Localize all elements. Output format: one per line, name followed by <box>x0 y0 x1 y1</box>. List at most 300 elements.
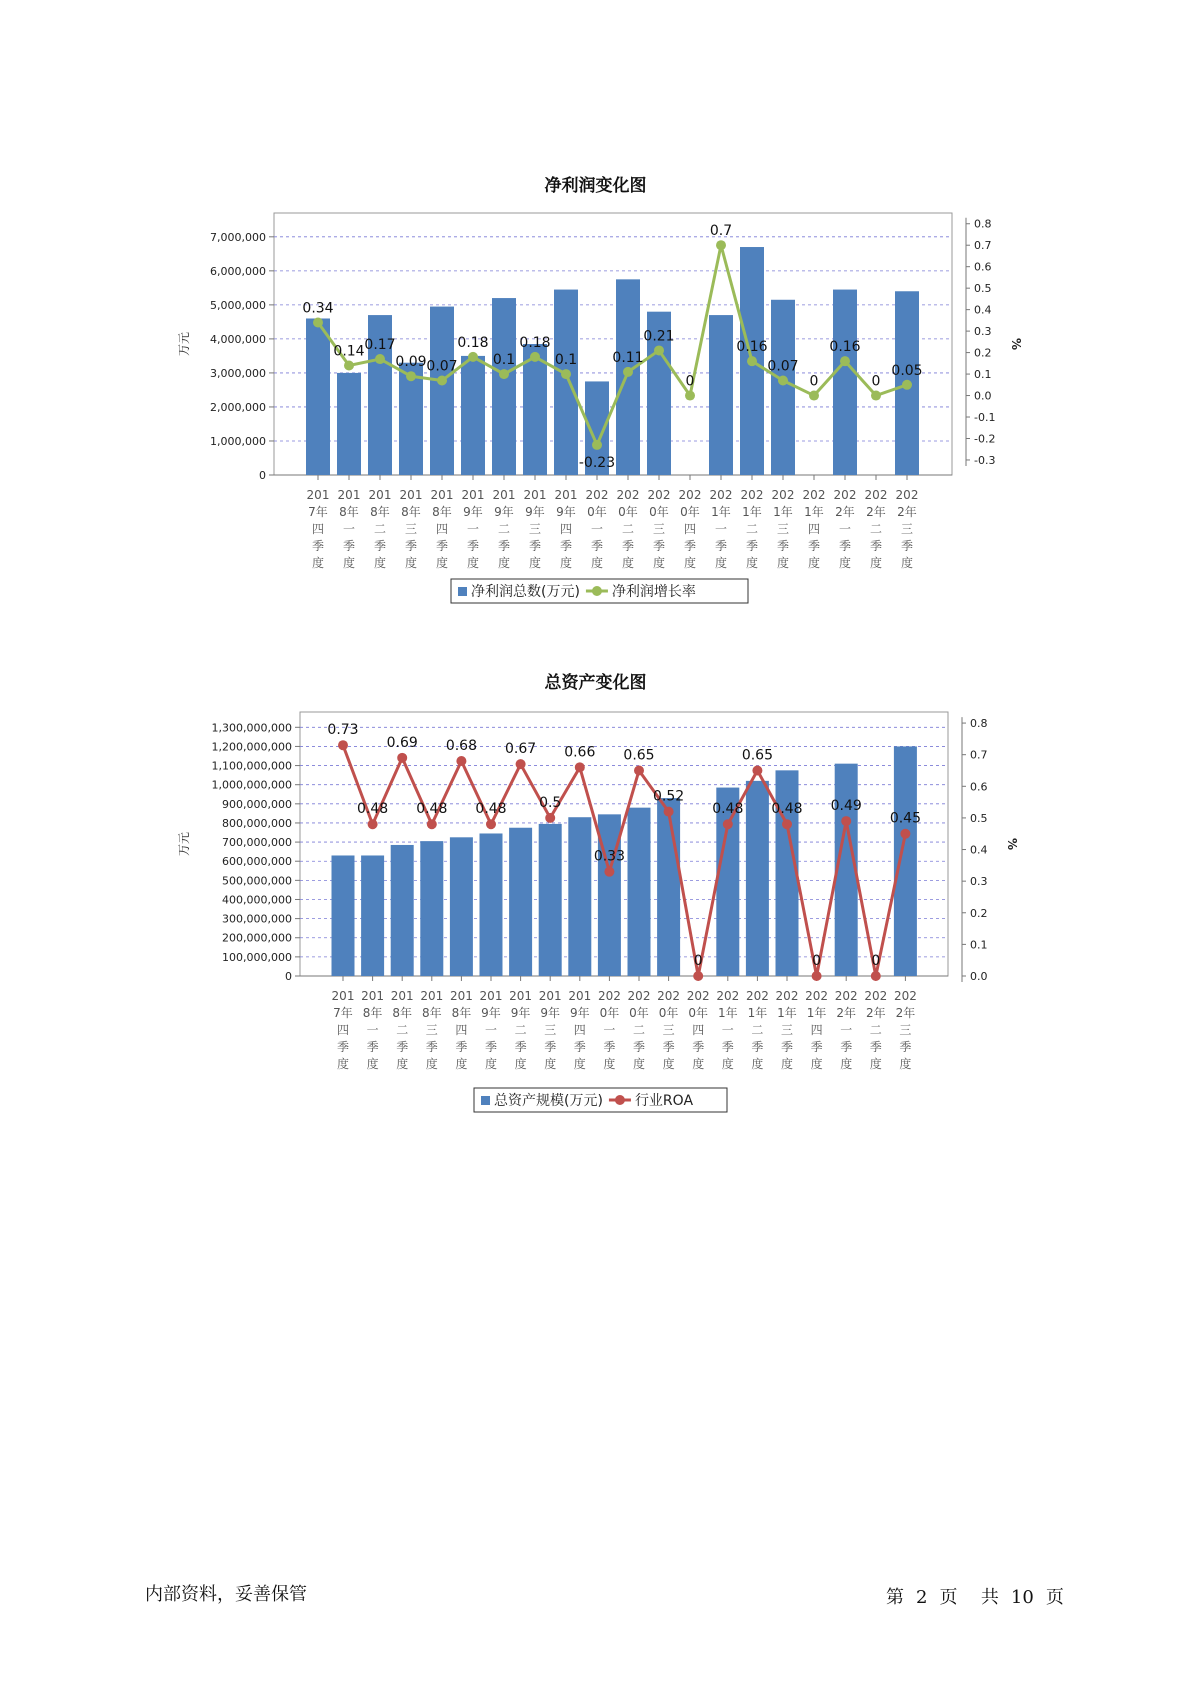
footer-page-info <box>880 1583 1070 1609</box>
x-tick-label: 季 <box>342 539 356 553</box>
x-tick-label: 202 <box>805 989 829 1003</box>
x-tick-label: 度 <box>632 1057 646 1071</box>
x-tick-label: 季 <box>311 539 325 553</box>
x-tick-label: 季 <box>621 539 635 553</box>
data-label: 0 <box>809 373 819 390</box>
left-tick-label: 1,100,000,000 <box>211 759 292 773</box>
x-tick-label: 季 <box>455 1040 468 1054</box>
bar <box>568 817 591 976</box>
x-tick-label: 三 <box>425 1023 438 1037</box>
x-tick-label: 度 <box>466 556 480 570</box>
legend-line-label: 行业ROA <box>634 1093 694 1109</box>
x-tick-label: 四 <box>683 522 697 536</box>
x-tick-label: 2年 <box>866 505 886 519</box>
x-tick-label: 度 <box>776 556 790 570</box>
x-tick-label: 季 <box>514 1040 527 1054</box>
left-tick-label: 7,000,000 <box>210 230 266 244</box>
x-tick-label: 季 <box>466 539 480 553</box>
bar <box>657 798 680 976</box>
x-tick-label: 201 <box>492 488 516 502</box>
data-label: 0.21 <box>643 328 675 345</box>
left-tick-label: 200,000,000 <box>222 931 292 945</box>
x-tick-label: 季 <box>366 1040 379 1054</box>
data-label: 0.18 <box>519 334 551 351</box>
x-tick-label: 201 <box>430 488 454 502</box>
x-tick-label: 度 <box>404 556 418 570</box>
x-tick-label: 201 <box>449 989 473 1003</box>
line-point <box>592 440 602 450</box>
x-tick-label: 201 <box>306 488 330 502</box>
x-tick-label: 8年 <box>362 1006 383 1020</box>
right-tick-label: 0.6 <box>970 780 988 794</box>
right-tick-label: 0.2 <box>974 346 992 360</box>
x-tick-label: 1年 <box>717 1006 738 1020</box>
bar <box>332 855 355 976</box>
right-tick-label: -0.2 <box>974 432 996 446</box>
x-tick-label: 202 <box>895 488 919 502</box>
x-tick-label: 201 <box>523 488 547 502</box>
x-tick-label: 季 <box>810 1040 823 1054</box>
line-point <box>427 819 437 829</box>
bar <box>539 824 562 976</box>
x-tick-label: 四 <box>807 522 821 536</box>
data-label: 0.48 <box>357 801 389 818</box>
x-tick-label: 1年 <box>711 505 731 519</box>
line-point <box>456 756 466 766</box>
x-tick-label: 季 <box>396 1040 409 1054</box>
x-tick-label: 202 <box>597 989 621 1003</box>
x-tick-label: 度 <box>751 1057 764 1071</box>
legend-bar-swatch <box>458 587 467 596</box>
line-point <box>344 360 354 370</box>
x-tick-label: 202 <box>657 989 681 1003</box>
x-tick-label: 一 <box>721 1023 734 1037</box>
line-point <box>685 391 695 401</box>
x-tick-label: 度 <box>484 1057 498 1071</box>
chart-1-title: 净利润变化图 <box>544 176 647 196</box>
line-point <box>654 345 664 355</box>
x-tick-label: 8年 <box>392 1006 413 1020</box>
bar <box>450 837 473 976</box>
x-tick-label: 二 <box>869 1023 882 1037</box>
legend-line-marker <box>615 1095 625 1105</box>
total-unit: 页 <box>1045 1587 1064 1608</box>
x-tick-label: 一 <box>838 522 852 536</box>
line-point <box>406 371 416 381</box>
right-tick-label: 0.1 <box>970 938 988 952</box>
x-tick-label: 1年 <box>742 505 762 519</box>
x-tick-label: 202 <box>716 989 740 1003</box>
left-tick-label: 1,200,000,000 <box>211 740 292 754</box>
data-label: 0.49 <box>830 798 862 815</box>
x-tick-label: 度 <box>714 556 728 570</box>
data-label: 0 <box>812 953 822 969</box>
x-tick-label: 四 <box>336 1023 350 1037</box>
net-profit-chart-svg <box>0 195 1191 615</box>
data-label: 0.1 <box>492 352 516 369</box>
line-point <box>338 740 348 750</box>
data-label: 0.48 <box>416 801 448 818</box>
x-tick-label: 7年 <box>333 1006 353 1020</box>
page-number: 2 <box>916 1587 928 1608</box>
x-tick-label: 202 <box>627 989 651 1003</box>
bar <box>492 298 516 475</box>
left-tick-label: 4,000,000 <box>210 332 266 346</box>
left-tick-label: 600,000,000 <box>222 855 292 869</box>
x-tick-label: 度 <box>342 556 356 570</box>
left-axis-title: 万元 <box>177 331 191 357</box>
total-prefix: 共 <box>980 1587 999 1608</box>
x-tick-label: 季 <box>404 539 418 553</box>
bar <box>616 279 640 475</box>
right-tick-label: 0.0 <box>970 970 988 983</box>
left-tick-label: 500,000,000 <box>222 874 292 888</box>
line-point <box>499 369 509 379</box>
line-point <box>545 813 555 823</box>
x-tick-label: 度 <box>603 1057 616 1071</box>
x-tick-label: 0年 <box>680 505 700 519</box>
bar <box>509 828 532 976</box>
x-tick-label: 度 <box>559 556 573 570</box>
x-tick-label: 季 <box>435 539 449 553</box>
x-tick-label: 2年 <box>897 505 917 519</box>
line-point <box>397 753 407 763</box>
line-point <box>902 380 912 390</box>
x-tick-label: 二 <box>751 1023 764 1037</box>
left-axis-title: 万元 <box>177 831 191 857</box>
x-tick-label: 9年 <box>569 1006 590 1020</box>
x-tick-label: 201 <box>538 989 562 1003</box>
line-point <box>575 762 585 772</box>
x-tick-label: 0年 <box>618 505 638 519</box>
x-tick-label: 一 <box>840 1023 853 1037</box>
x-tick-label: 度 <box>780 1057 794 1071</box>
line-point <box>634 765 644 775</box>
x-tick-label: 一 <box>590 522 604 536</box>
data-label: 0.48 <box>712 801 744 818</box>
x-tick-label: 9年 <box>481 1006 501 1020</box>
left-tick-label: 1,300,000,000 <box>211 721 292 735</box>
data-label: 0.52 <box>653 788 685 805</box>
legend-line-label: 净利润增长率 <box>611 584 696 600</box>
x-tick-label: 9年 <box>510 1006 531 1020</box>
data-label: 0.66 <box>564 744 596 761</box>
x-tick-label: 8年 <box>339 505 359 519</box>
x-tick-label: 度 <box>311 556 325 570</box>
x-tick-label: 201 <box>420 989 444 1003</box>
right-tick-label: 0.7 <box>970 748 988 762</box>
x-tick-label: 0年 <box>629 1006 649 1020</box>
line-point <box>809 391 819 401</box>
x-tick-label: 201 <box>568 989 592 1003</box>
x-tick-label: 二 <box>621 522 635 536</box>
x-tick-label: 度 <box>662 1057 675 1071</box>
x-tick-label: 三 <box>899 1023 912 1037</box>
x-tick-label: 1年 <box>806 1006 827 1020</box>
x-tick-label: 度 <box>425 1057 438 1071</box>
data-label: 0.5 <box>539 794 562 811</box>
x-tick-label: 2年 <box>895 1006 916 1020</box>
x-tick-label: 201 <box>554 488 578 502</box>
x-tick-label: 度 <box>621 556 635 570</box>
x-tick-label: 季 <box>497 539 511 553</box>
left-tick-label: 700,000,000 <box>222 836 292 850</box>
bar <box>480 833 503 976</box>
x-tick-label: 度 <box>455 1057 468 1071</box>
x-tick-label: 9年 <box>556 505 576 519</box>
x-tick-label: 三 <box>544 1023 557 1037</box>
data-label: 0.65 <box>623 747 655 764</box>
x-tick-label: 9年 <box>525 505 545 519</box>
x-tick-label: 度 <box>590 556 604 570</box>
bar <box>523 344 547 475</box>
x-tick-label: 度 <box>869 556 883 570</box>
x-tick-label: 一 <box>714 522 728 536</box>
x-tick-label: 9年 <box>494 505 514 519</box>
x-tick-label: 度 <box>528 556 542 570</box>
data-label: 0.17 <box>364 337 396 354</box>
x-tick-label: 二 <box>514 1023 527 1037</box>
data-label: -0.23 <box>578 454 616 471</box>
left-tick-label: 400,000,000 <box>222 893 292 907</box>
line-point <box>752 765 762 775</box>
x-tick-label: 二 <box>396 1023 409 1037</box>
right-axis-title: % <box>1005 837 1019 851</box>
data-label: 0.69 <box>386 734 418 751</box>
x-tick-label: 202 <box>771 488 795 502</box>
x-tick-label: 度 <box>869 1057 882 1071</box>
x-tick-label: 度 <box>652 556 666 570</box>
bar <box>709 315 733 475</box>
data-label: 0.09 <box>395 354 427 371</box>
x-tick-label: 季 <box>425 1040 438 1054</box>
right-tick-label: 0.7 <box>974 239 992 253</box>
data-label: 0.14 <box>333 343 365 360</box>
x-tick-label: 三 <box>528 522 542 536</box>
x-tick-label: 季 <box>714 539 728 553</box>
x-tick-label: 四 <box>559 522 573 536</box>
bar <box>894 746 917 976</box>
total-assets-chart <box>0 690 1191 1120</box>
line-point <box>561 369 571 379</box>
right-tick-label: 0.6 <box>974 260 992 274</box>
x-tick-label: 季 <box>590 539 604 553</box>
data-label: 0.7 <box>709 223 733 240</box>
bar <box>746 781 769 976</box>
x-tick-label: 度 <box>899 1057 912 1071</box>
x-tick-label: 季 <box>721 1040 734 1054</box>
bar <box>628 808 651 976</box>
line-point <box>723 819 733 829</box>
bar <box>337 373 361 475</box>
right-tick-label: 0.5 <box>974 282 992 296</box>
bar <box>420 841 443 976</box>
x-tick-label: 季 <box>900 539 914 553</box>
left-tick-label: 2,000,000 <box>210 400 266 414</box>
left-tick-label: 800,000,000 <box>222 816 292 830</box>
x-tick-label: 2年 <box>865 1006 886 1020</box>
left-tick-label: 1,000,000 <box>210 434 266 448</box>
legend-bar-label: 净利润总数(万元) <box>471 584 580 600</box>
x-tick-label: 1年 <box>777 1006 797 1020</box>
x-tick-label: 季 <box>780 1040 794 1054</box>
x-tick-label: 201 <box>361 989 385 1003</box>
x-tick-label: 度 <box>900 556 914 570</box>
x-tick-label: 202 <box>616 488 640 502</box>
x-tick-label: 202 <box>686 989 710 1003</box>
x-tick-label: 季 <box>603 1040 616 1054</box>
x-tick-label: 四 <box>810 1023 823 1037</box>
right-axis-title: % <box>1009 337 1023 351</box>
data-label: 0.11 <box>612 349 644 366</box>
x-tick-label: 季 <box>899 1040 912 1054</box>
line-point <box>693 971 703 981</box>
x-tick-label: 季 <box>776 539 790 553</box>
line-point <box>840 356 850 366</box>
x-tick-label: 三 <box>776 522 790 536</box>
left-tick-label: 0 <box>285 970 292 983</box>
data-label: 0.48 <box>475 801 507 818</box>
x-tick-label: 季 <box>838 539 852 553</box>
x-tick-label: 一 <box>342 522 356 536</box>
x-tick-label: 四 <box>455 1023 468 1037</box>
x-tick-label: 季 <box>662 1040 675 1054</box>
data-label: 0 <box>685 373 695 390</box>
x-tick-label: 季 <box>869 1040 882 1054</box>
x-tick-label: 度 <box>573 1057 586 1071</box>
right-tick-label: 0.5 <box>970 811 988 825</box>
x-tick-label: 1年 <box>804 505 824 519</box>
left-tick-label: 6,000,000 <box>210 264 266 278</box>
x-tick-label: 一 <box>484 1023 498 1037</box>
x-tick-label: 季 <box>559 539 573 553</box>
x-tick-label: 度 <box>366 1057 379 1071</box>
data-label: 0.65 <box>741 747 773 764</box>
x-tick-label: 0年 <box>587 505 607 519</box>
x-tick-label: 度 <box>840 1057 853 1071</box>
line-point <box>841 816 851 826</box>
x-tick-label: 季 <box>544 1040 557 1054</box>
data-label: 0.05 <box>891 362 923 379</box>
footer-confidential-note: 内部资料，妥善保管 <box>145 1584 307 1605</box>
x-tick-label: 一 <box>366 1023 379 1037</box>
left-tick-label: 0 <box>259 469 266 482</box>
data-label: 0.45 <box>889 810 921 827</box>
bar <box>430 307 454 475</box>
left-tick-label: 5,000,000 <box>210 298 266 312</box>
x-tick-label: 季 <box>745 539 759 553</box>
x-tick-label: 8年 <box>370 505 390 519</box>
line-point <box>782 819 792 829</box>
line-point <box>871 391 881 401</box>
right-tick-label: 0.3 <box>974 325 992 339</box>
x-tick-label: 季 <box>751 1040 764 1054</box>
x-tick-label: 202 <box>893 989 917 1003</box>
x-tick-label: 一 <box>603 1023 616 1037</box>
data-label: 0.16 <box>829 339 861 356</box>
x-tick-label: 二 <box>373 522 387 536</box>
x-tick-label: 202 <box>864 989 888 1003</box>
x-tick-label: 季 <box>573 1040 586 1054</box>
x-tick-label: 8年 <box>451 1006 472 1020</box>
x-tick-label: 一 <box>466 522 480 536</box>
legend-bar-swatch <box>481 1096 490 1105</box>
line-point <box>900 829 910 839</box>
left-tick-label: 1,000,000,000 <box>211 778 292 792</box>
bar <box>361 855 384 976</box>
x-tick-label: 度 <box>544 1057 557 1071</box>
right-tick-label: 0.4 <box>974 303 992 317</box>
total-number: 10 <box>1010 1587 1034 1608</box>
x-tick-label: 度 <box>745 556 759 570</box>
data-label: 0.73 <box>327 722 359 739</box>
right-tick-label: -0.1 <box>974 411 996 425</box>
x-tick-label: 202 <box>775 989 799 1003</box>
chart-2-title: 总资产变化图 <box>544 673 647 693</box>
x-tick-label: 季 <box>692 1040 705 1054</box>
data-label: 0.07 <box>426 358 458 375</box>
x-tick-label: 度 <box>683 556 697 570</box>
x-tick-label: 四 <box>692 1023 705 1037</box>
right-tick-label: -0.3 <box>974 453 996 467</box>
x-tick-label: 四 <box>573 1023 586 1037</box>
left-tick-label: 3,000,000 <box>210 366 266 380</box>
x-tick-label: 201 <box>390 989 414 1003</box>
x-tick-label: 0年 <box>649 505 669 519</box>
left-tick-label: 900,000,000 <box>222 797 292 811</box>
line-point <box>778 376 788 386</box>
x-tick-label: 度 <box>514 1057 527 1071</box>
bar <box>833 290 857 475</box>
right-tick-label: 0.4 <box>970 843 988 857</box>
x-tick-label: 9年 <box>463 505 483 519</box>
x-tick-label: 度 <box>838 556 852 570</box>
bar <box>554 290 578 475</box>
legend-line-marker <box>592 586 602 596</box>
x-tick-label: 度 <box>497 556 511 570</box>
page-unit: 页 <box>939 1587 958 1608</box>
x-tick-label: 2年 <box>836 1006 857 1020</box>
x-tick-label: 季 <box>336 1040 350 1054</box>
line-point <box>604 867 614 877</box>
x-tick-label: 度 <box>721 1057 734 1071</box>
x-tick-label: 201 <box>479 989 503 1003</box>
x-tick-label: 201 <box>337 488 361 502</box>
x-tick-label: 201 <box>509 989 533 1003</box>
data-label: 0.16 <box>736 339 768 356</box>
x-tick-label: 202 <box>740 488 764 502</box>
data-label: 0.34 <box>302 300 334 317</box>
x-tick-label: 季 <box>632 1040 646 1054</box>
right-tick-label: 0.3 <box>970 875 988 889</box>
x-tick-label: 二 <box>497 522 511 536</box>
x-tick-label: 二 <box>745 522 759 536</box>
x-tick-label: 度 <box>435 556 449 570</box>
x-tick-label: 度 <box>807 556 821 570</box>
x-tick-label: 201 <box>331 989 355 1003</box>
x-tick-label: 202 <box>585 488 609 502</box>
x-tick-label: 二 <box>632 1023 646 1037</box>
x-tick-label: 度 <box>373 556 387 570</box>
line-point <box>368 819 378 829</box>
line-point <box>468 352 478 362</box>
x-tick-label: 季 <box>528 539 542 553</box>
x-tick-label: 1年 <box>747 1006 768 1020</box>
line-point <box>437 376 447 386</box>
x-tick-label: 二 <box>869 522 883 536</box>
x-tick-label: 季 <box>807 539 821 553</box>
x-tick-label: 202 <box>802 488 826 502</box>
